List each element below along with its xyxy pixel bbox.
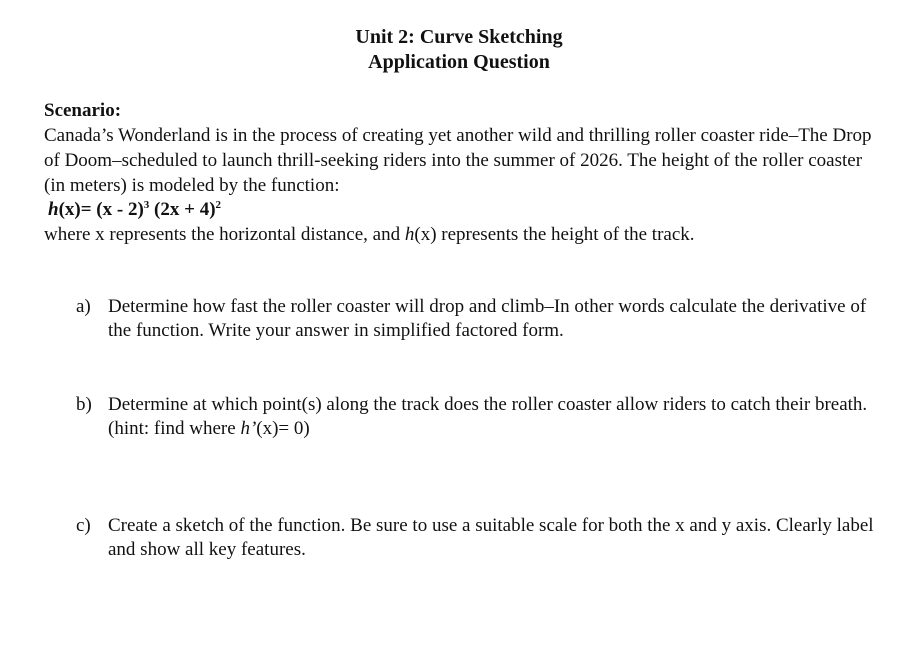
scenario-section xyxy=(44,98,884,247)
question-b-text-prefix: Determine at which point(s) along the track does the roller coaster allow riders to catch their breath. (hint: find where xyxy=(108,394,868,439)
question-b-derivative-fn: h’ xyxy=(240,418,257,439)
question-subtitle: Application Question xyxy=(368,51,550,73)
question-a xyxy=(76,295,876,343)
where-line xyxy=(44,224,695,245)
formula-lhs: (x)= (x - 2) xyxy=(58,199,144,220)
formula-mid: (2x + 4) xyxy=(149,199,216,220)
question-a-text: Determine how fast the roller coaster will drop and climb–In other words calculate the derivative of the function. Write your answer in simplified factored form. xyxy=(108,296,867,341)
question-c-label: c) xyxy=(76,515,91,536)
question-b-text-suffix: (x)= 0) xyxy=(256,418,310,439)
formula-exponent-1: 3 xyxy=(143,199,150,211)
question-b-label: b) xyxy=(76,394,92,415)
question-b xyxy=(76,393,876,441)
question-c xyxy=(76,514,876,562)
formula-function-name: h xyxy=(48,199,59,220)
scenario-heading: Scenario: xyxy=(44,100,122,121)
unit-title: Unit 2: Curve Sketching xyxy=(355,26,563,48)
question-c-text: Create a sketch of the function. Be sure to use a suitable scale for both the x and y axis. Clearly label and show all key features. xyxy=(108,515,874,560)
question-a-label: a) xyxy=(76,296,91,317)
scenario-paragraph: Canada’s Wonderland is in the process of creating yet another wild and thrilling roller coaster ride–The Drop of Doom–scheduled to launch thrill-seeking riders into the summer of 2026. The height of the roller coaster (in meters) is modeled by the function: xyxy=(44,125,872,196)
where-function-name: h xyxy=(404,224,415,245)
question-b-text xyxy=(108,393,876,441)
where-prefix: where x represents the horizontal distance, and xyxy=(44,224,405,245)
formula-exponent-2: 2 xyxy=(215,199,222,211)
where-suffix: (x) represents the height of the track. xyxy=(414,224,695,245)
height-function-formula xyxy=(44,198,884,222)
